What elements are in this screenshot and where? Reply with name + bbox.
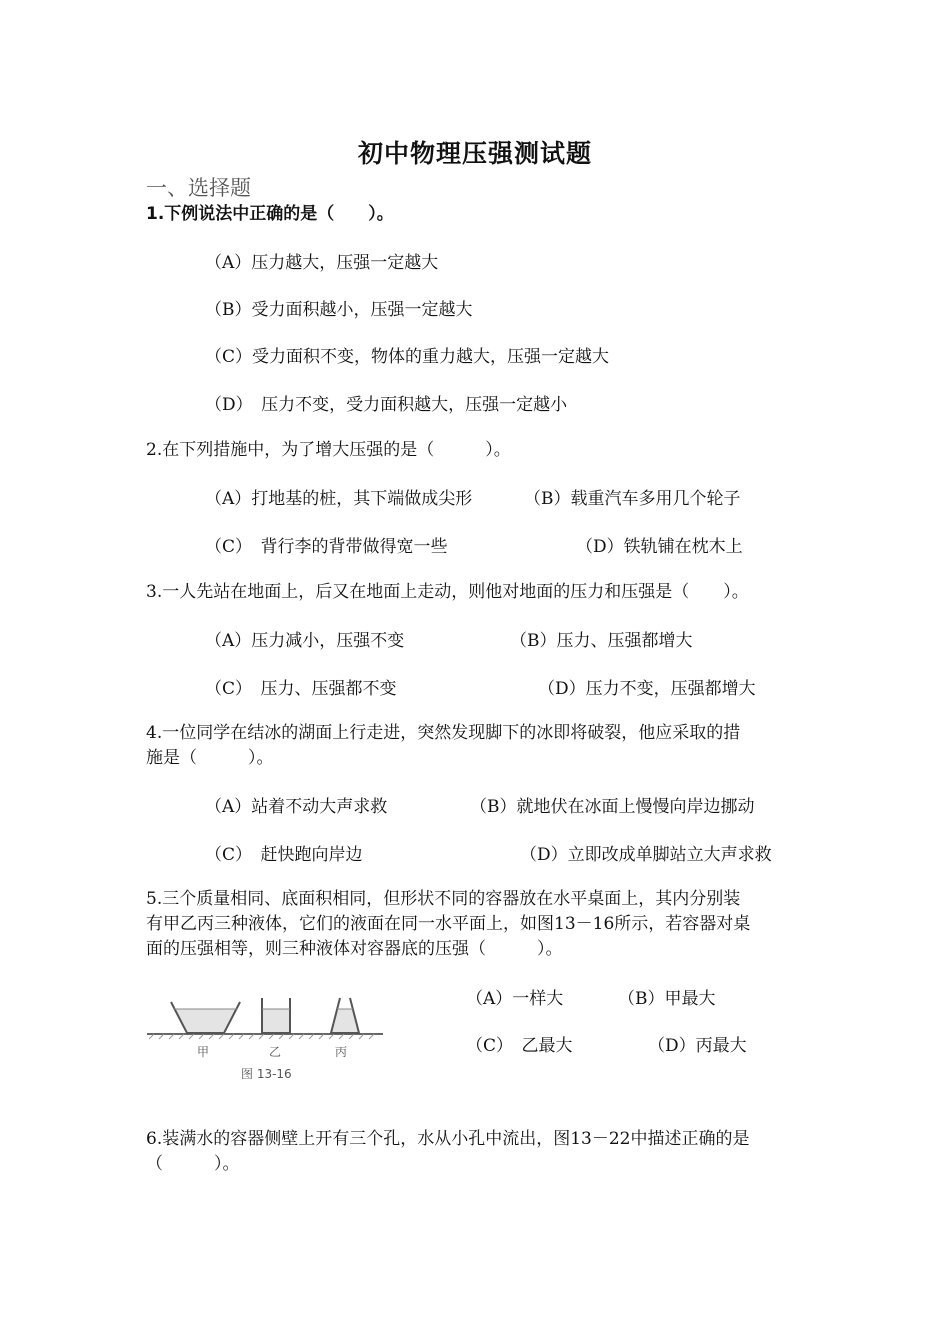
question-4-stem-line-1: 4.一位同学在结冰的湖面上行走进，突然发现脚下的冰即将破裂，他应采取的措 [146,723,741,743]
figure-label-bing: 丙 [335,1045,348,1059]
question-2-option-b[interactable]: （B）载重汽车多用几个轮子 [524,489,741,509]
question-2-stem: 2.在下列措施中，为了增大压强的是（ ）。 [146,440,511,460]
question-3-option-b[interactable]: （B）压力、压强都增大 [510,631,693,651]
question-1-option-b[interactable]: （B）受力面积越小，压强一定越大 [205,300,473,320]
question-2-option-d[interactable]: （D）铁轨铺在枕木上 [576,537,743,557]
figure-13-16 [143,982,388,1087]
question-6-stem-line-2: （ ）。 [146,1154,240,1174]
question-5-stem-line-3: 面的压强相等，则三种液体对容器底的压强（ ）。 [146,939,563,959]
figure-label-jia: 甲 [197,1045,210,1059]
question-4-stem-line-2: 施是（ ）。 [146,748,274,768]
section-heading: 一、选择题 [146,176,251,200]
question-3-option-c[interactable]: （C） 压力、压强都不变 [205,679,397,699]
question-4-option-b[interactable]: （B）就地伏在冰面上慢慢向岸边挪动 [470,797,755,817]
question-1-stem: 1.下例说法中正确的是（ ）。 [146,204,394,224]
question-1-option-c[interactable]: （C）受力面积不变，物体的重力越大，压强一定越大 [205,347,610,367]
question-3-option-a[interactable]: （A）压力减小，压强不变 [205,631,405,651]
question-3-stem: 3.一人先站在地面上，后又在地面上走动，则他对地面的压力和压强是（ ）。 [146,582,749,602]
figure-label-yi: 乙 [269,1045,282,1059]
question-4-option-a[interactable]: （A）站着不动大声求救 [205,797,388,817]
question-5-option-b[interactable]: （B）甲最大 [618,989,716,1009]
question-5-stem-line-2: 有甲乙丙三种液体，它们的液面在同一水平面上，如图13－16所示，若容器对桌 [146,914,751,934]
question-3-option-d[interactable]: （D）压力不变，压强都增大 [538,679,756,699]
question-5-option-d[interactable]: （D）丙最大 [648,1036,747,1056]
question-1-option-a[interactable]: （A）压力越大，压强一定越大 [205,253,439,273]
page-title: 初中物理压强测试题 [357,139,592,168]
question-4-option-d[interactable]: （D）立即改成单脚站立大声求救 [520,845,772,865]
figure-caption: 图 13-16 [241,1067,292,1081]
question-5-option-c[interactable]: （C） 乙最大 [466,1036,573,1056]
question-2-option-a[interactable]: （A）打地基的桩，其下端做成尖形 [205,489,473,509]
question-5-option-a[interactable]: （A）一样大 [466,989,564,1009]
question-5-stem-line-1: 5.三个质量相同、底面积相同，但形状不同的容器放在水平桌面上，其内分别装 [146,889,741,909]
question-4-option-c[interactable]: （C） 赶快跑向岸边 [205,845,363,865]
question-1-option-d[interactable]: （D） 压力不变，受力面积越大，压强一定越小 [205,395,568,415]
question-6-stem-line-1: 6.装满水的容器侧壁上开有三个孔，水从小孔中流出，图13－22中描述正确的是 [146,1129,750,1149]
question-2-option-c[interactable]: （C） 背行李的背带做得宽一些 [205,537,448,557]
